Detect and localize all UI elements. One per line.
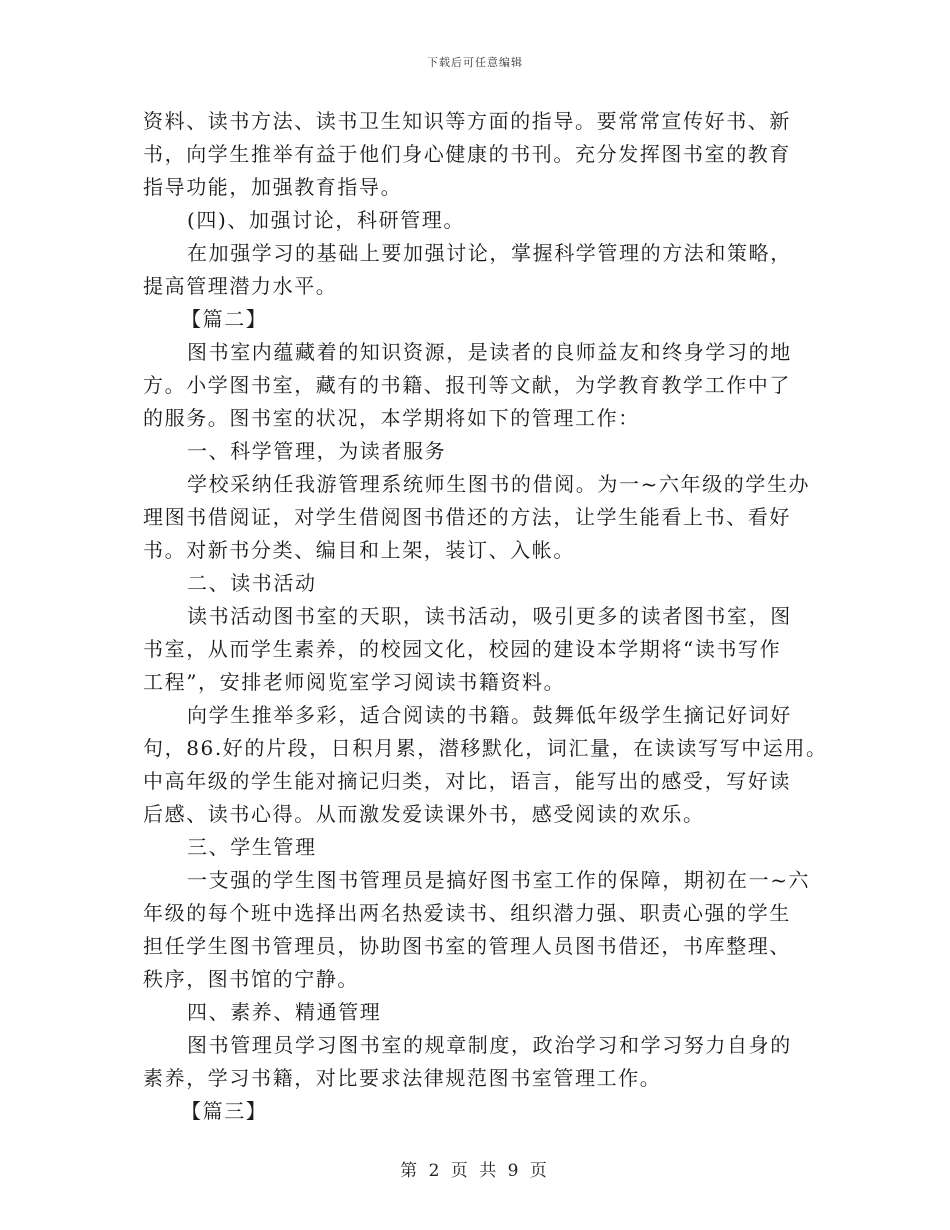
text-line: 后感、读书心得。从而激发爱读课外书，感受阅读的欢乐。	[143, 802, 705, 826]
text-line: 年级的每个班中选择出两名热爱读书、组织潜力强、职责心强的学生	[143, 901, 791, 925]
text-line: 的服务。图书室的状况，本学期将如下的管理工作：	[143, 406, 640, 430]
text-line: 担任学生图书管理员，协助图书室的管理人员图书借还，书库整理、	[143, 934, 791, 958]
text-line: 秩序，图书馆的宁静。	[143, 967, 359, 991]
text-line: 书。对新书分类、编目和上架，装订、入帐。	[143, 538, 575, 562]
text-line: 图书室内蕴藏着的知识资源，是读者的良师益友和终身学习的地	[187, 340, 792, 364]
text-line: 工程”，安排老师阅览室学习阅读书籍资料。	[143, 670, 566, 694]
text-line: 书室，从而学生素养，的校园文化，校园的建设本学期将“读书写作	[143, 637, 782, 661]
text-line: 句，86.好的片段，日积月累，潜移默化，词汇量，在读读写写中运用。	[143, 736, 828, 760]
text-line: 向学生推举多彩，适合阅读的书籍。鼓舞低年级学生摘记好词好	[187, 703, 792, 727]
text-line: 理图书借阅证，对学生借阅图书借还的方法，让学生能看上书、看好	[143, 505, 791, 529]
text-line: 读书活动图书室的天职，读书活动，吸引更多的读者图书室，图	[187, 604, 792, 628]
text-line: 方。小学图书室，藏有的书籍、报刊等文献，为学教育教学工作中了	[143, 373, 791, 397]
text-line: 二、读书活动	[187, 571, 317, 595]
text-line: 指导功能，加强教育指导。	[143, 175, 403, 199]
document-body	[143, 105, 828, 1128]
text-line: 中高年级的学生能对摘记归类，对比，语言，能写出的感受，写好读	[143, 769, 791, 793]
text-line: 三、学生管理	[187, 835, 317, 859]
text-line: 学校采纳任我游管理系统师生图书的借阅。为一~六年级的学生办	[187, 472, 811, 496]
text-line: 提高管理潜力水平。	[143, 274, 338, 298]
page-footer: 第 2 页 共 9 页	[400, 1161, 550, 1181]
text-line: 【篇三】	[181, 1099, 268, 1123]
text-line: 四、素养、精通管理	[187, 1000, 382, 1024]
text-line: 一、科学管理，为读者服务	[187, 439, 447, 463]
text-line: 在加强学习的基础上要加强讨论，掌握科学管理的方法和策略，	[187, 241, 792, 265]
text-line: 资料、读书方法、读书卫生知识等方面的指导。要常常宣传好书、新	[143, 109, 791, 133]
text-line: 书，向学生推举有益于他们身心健康的书刊。充分发挥图书室的教育	[143, 142, 791, 166]
text-line: 图书管理员学习图书室的规章制度，政治学习和学习努力自身的	[187, 1033, 792, 1057]
text-line: 素养，学习书籍，对比要求法律规范图书室管理工作。	[143, 1066, 662, 1090]
page-header: 下载后可任意编辑	[427, 56, 523, 69]
text-line: (四)、加强讨论，科研管理。	[187, 208, 466, 232]
text-line: 一支强的学生图书管理员是搞好图书室工作的保障，期初在一~六	[187, 868, 811, 892]
text-line: 【篇二】	[181, 307, 268, 331]
